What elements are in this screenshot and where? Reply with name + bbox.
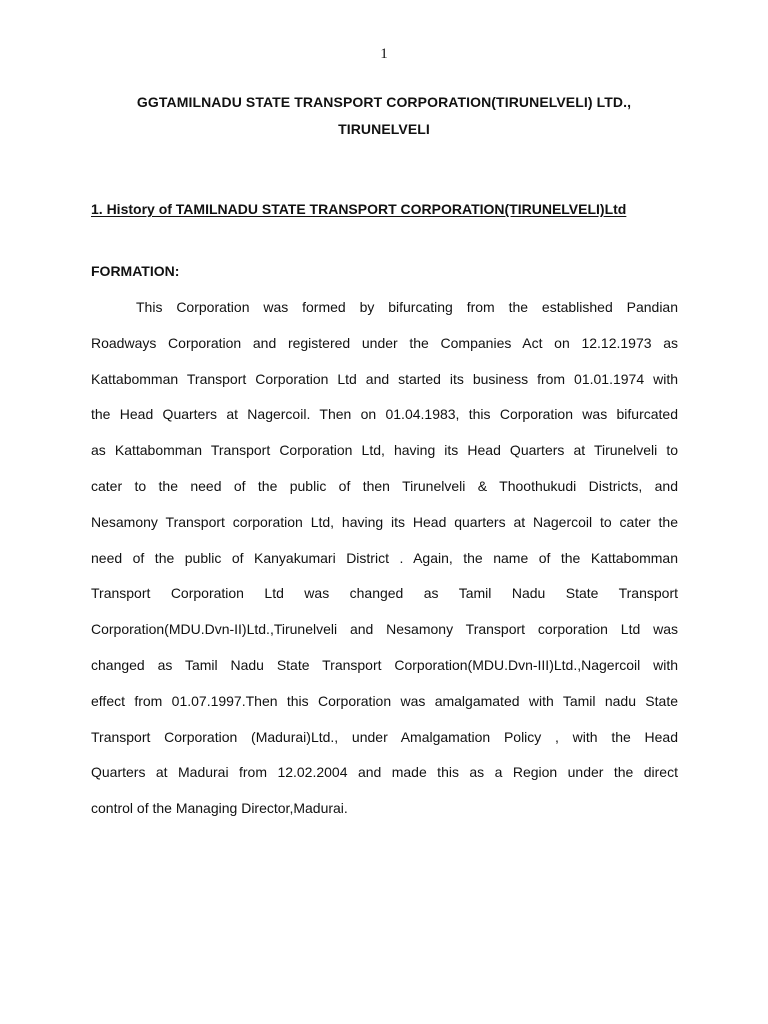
paragraph-line: Corporation(MDU.Dvn-II)Ltd.,Tirunelveli and Nesamony Transport corporation Ltd was (91, 621, 678, 638)
paragraph-line: need of the public of Kanyakumari District . Again, the name of the Kattabomman (91, 549, 678, 566)
paragraph-line: as Kattabomman Transport Corporation Ltd, having its Head Quarters at Tirunelveli to (91, 442, 678, 459)
paragraph-line: Kattabomman Transport Corporation Ltd and started its business from 01.01.1974 with (91, 370, 678, 387)
paragraph-line: changed as Tamil Nadu State Transport Corporation(MDU.Dvn-III)Ltd.,Nagercoil with (91, 656, 678, 673)
paragraph-line: Nesamony Transport corporation Ltd, having its Head quarters at Nagercoil to cater the (91, 513, 678, 530)
paragraph-line: cater to the need of the public of then Tirunelveli & Thoothukudi Districts, and (91, 477, 678, 494)
page-number: 1 (380, 46, 388, 62)
section-heading: 1. History of TAMILNADU STATE TRANSPORT CORPORATION(TIRUNELVELI)Ltd (91, 201, 627, 217)
subsection-heading: FORMATION: (91, 263, 180, 279)
paragraph-line: Transport Corporation (Madurai)Ltd., under Amalgamation Policy , with the Head (91, 728, 678, 745)
paragraph-line: This Corporation was formed by bifurcating from the established Pandian (136, 299, 678, 315)
paragraph-line: the Head Quarters at Nagercoil. Then on 01.04.1983, this Corporation was bifurcated (91, 406, 678, 423)
paragraph-line: Roadways Corporation and registered under the Companies Act on 12.12.1973 as (91, 334, 678, 351)
document-title-line-2: TIRUNELVELI (338, 121, 430, 137)
formation-paragraph (91, 296, 678, 833)
paragraph-line-last: control of the Managing Director,Madurai. (91, 800, 348, 817)
paragraph-line: Transport Corporation Ltd was changed as Tamil Nadu State Transport (91, 585, 678, 602)
document-title-line-1: GGTAMILNADU STATE TRANSPORT CORPORATION(TIRUNELVELI) LTD., (136, 94, 632, 110)
paragraph-line: Quarters at Madurai from 12.02.2004 and made this as a Region under the direct (91, 764, 678, 781)
paragraph-line: effect from 01.07.1997.Then this Corporation was amalgamated with Tamil nadu State (91, 692, 678, 709)
